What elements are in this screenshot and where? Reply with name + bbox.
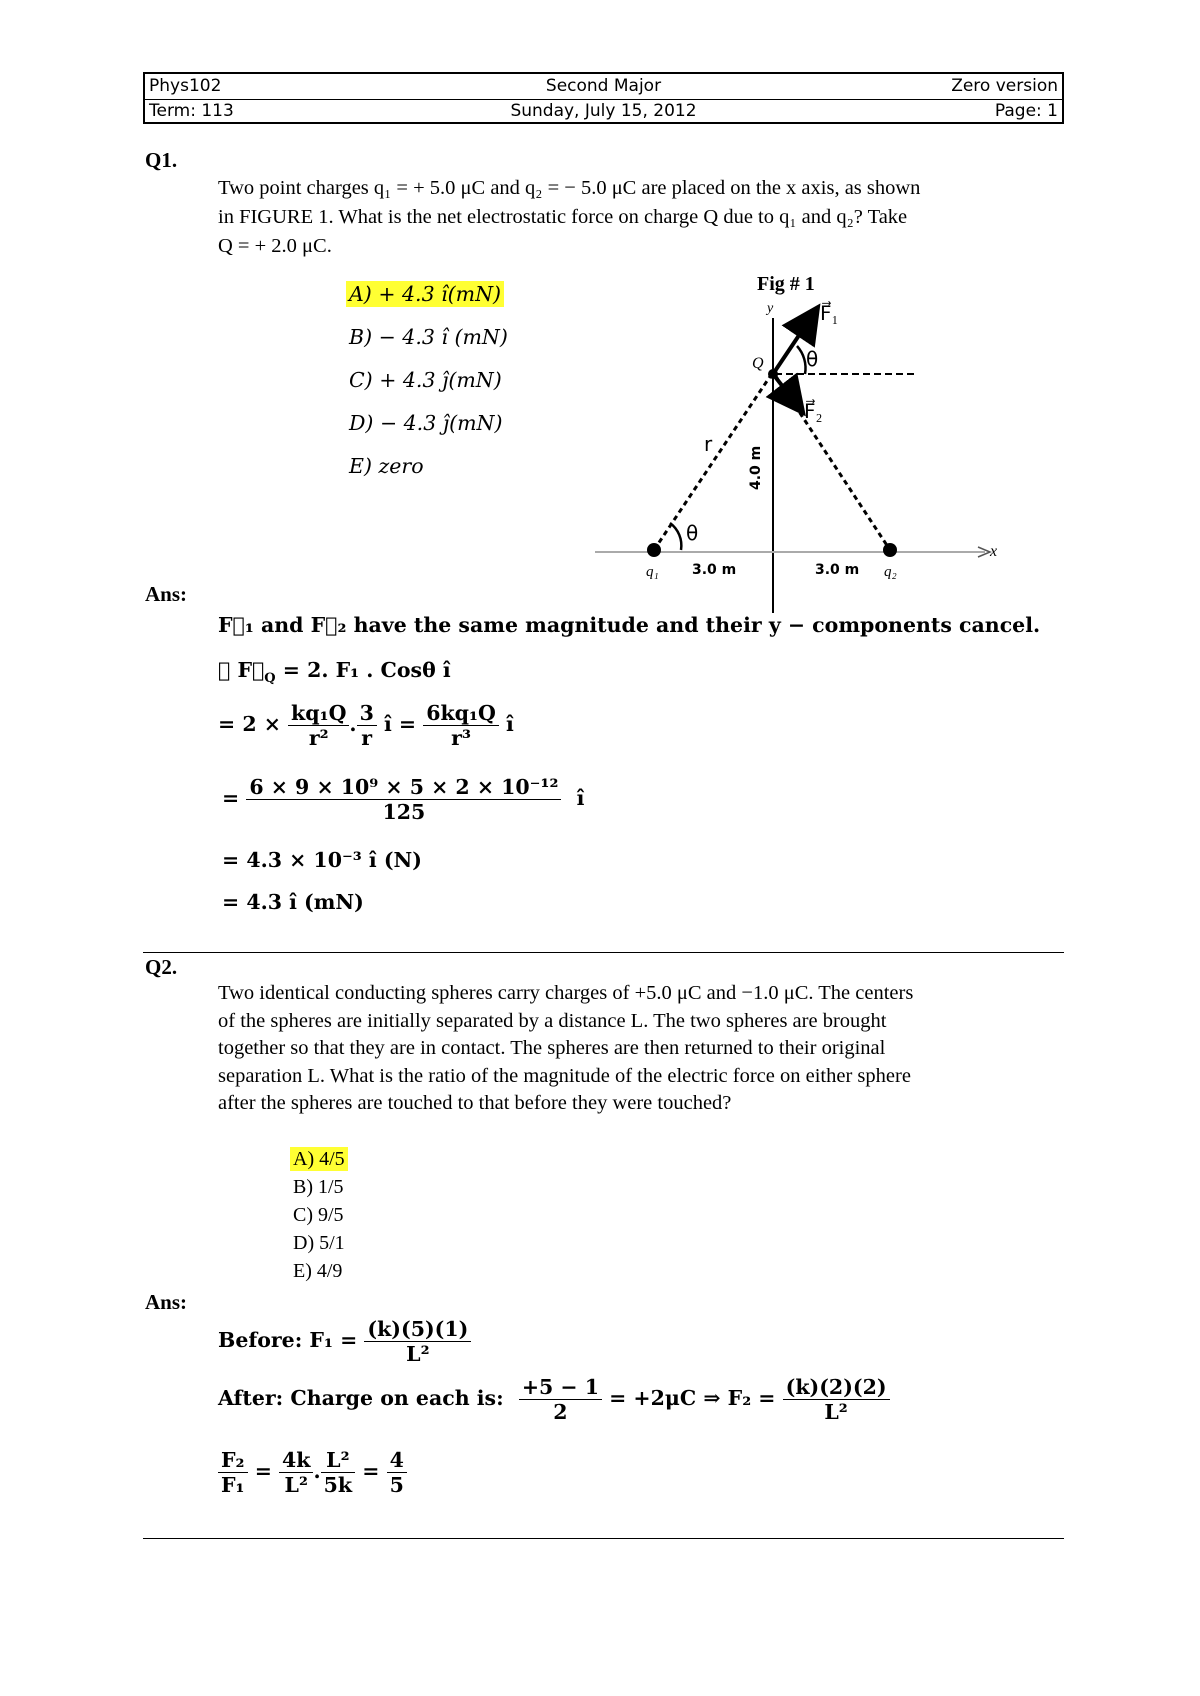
q1-stem-line-3: Q = + 2.0 μC. xyxy=(218,235,332,257)
header-row-2 xyxy=(145,99,1062,124)
figure-1 xyxy=(590,265,1010,615)
theta-arc-bottom xyxy=(670,523,681,550)
q1-line3-den-1: r² xyxy=(288,725,349,750)
q1-option-d: D) − 4.3 ĵ(mN) xyxy=(349,411,503,435)
q1-option-a-text: A) + 4.3 î(mN) xyxy=(346,281,504,307)
q1-stem-line-1: Two point charges q₁ = + 5.0 μC and q₂ = − 5.0 μC are placed on the x axis, as shown xyxy=(218,177,921,199)
q1-answer-line-4 xyxy=(222,775,584,824)
q1-line4-num: 6 × 9 × 10⁹ × 5 × 2 × 10⁻¹² xyxy=(249,775,559,799)
charge-q1-dot xyxy=(647,543,661,557)
q2-stem-line-2: of the spheres are initially separated by a distance L. The two spheres are brought xyxy=(218,1009,887,1032)
q2-after-frac-1 xyxy=(519,1375,602,1424)
y-axis-label: y xyxy=(767,301,774,316)
separator-bottom xyxy=(143,1538,1064,1539)
q2-ratio-frac-1 xyxy=(218,1448,248,1497)
x-axis-label: x xyxy=(990,543,998,560)
q1-line3-den-3: r³ xyxy=(423,725,499,750)
label-q1: q₁ xyxy=(646,564,659,580)
charge-q2-dot xyxy=(883,543,897,557)
q1-line4-frac xyxy=(246,775,561,824)
q2-before-num: (k)(5)(1) xyxy=(367,1317,469,1341)
q2-label: Q2. xyxy=(145,955,178,979)
q2-ratio-eq-2: = xyxy=(362,1459,380,1483)
q2-after-frac-2 xyxy=(783,1375,890,1424)
q1-answer-line-1: F⃗₁ and F⃗₂ have the same magnitude and their y − components cancel. xyxy=(218,613,1041,637)
q2-ratio-num-4: 4 xyxy=(389,1448,404,1472)
q2-ratio-num-2: 4k xyxy=(282,1448,311,1472)
q2-before-line xyxy=(218,1317,471,1366)
q1-answer-line-2-post: = 2. F₁ . Cosθ î xyxy=(275,658,451,682)
course-code: Phys102 xyxy=(149,76,222,96)
label-q2: q₂ xyxy=(884,564,897,580)
q2-option-d: D) 5/1 xyxy=(293,1232,345,1254)
q1-line3-frac-3 xyxy=(423,701,499,750)
q2-after-label: After: Charge on each is: xyxy=(218,1386,504,1410)
q1-line3-num-3: 6kq₁Q xyxy=(426,701,496,725)
page-number: Page: 1 xyxy=(994,101,1058,121)
q1-line4-end: î xyxy=(576,786,585,810)
q2-stem-line-3: together so that they are in contact. The spheres are then returned to their original xyxy=(218,1037,886,1059)
q1-stem-line-2: in FIGURE 1. What is the net electrostatic force on charge Q due to q₁ and q₂? Take xyxy=(218,206,908,228)
q2-answer-label: Ans: xyxy=(145,1290,188,1314)
q2-stem xyxy=(218,980,1064,1118)
label-theta-top: θ xyxy=(806,347,819,371)
separator-q1-q2 xyxy=(143,952,1064,953)
q2-after-den-1: 2 xyxy=(519,1399,602,1424)
q2-after-den-2: L² xyxy=(783,1399,890,1424)
header-row-1 xyxy=(145,74,1062,100)
figure-title: Fig # 1 xyxy=(757,273,815,295)
q2-before-den: L² xyxy=(364,1341,471,1366)
q2-before-frac xyxy=(364,1317,471,1366)
q2-ratio-den-3: 5k xyxy=(321,1472,355,1497)
q2-ratio-den-4: 5 xyxy=(387,1472,407,1497)
q2-stem-line-5: after the spheres are touched to that before they were touched? xyxy=(218,1092,732,1114)
q1-line3-end: î xyxy=(506,712,514,736)
q2-before-label: Before: F₁ = xyxy=(218,1328,358,1352)
q2-after-num-2: (k)(2)(2) xyxy=(785,1375,887,1399)
q1-line3-dot: . xyxy=(349,712,357,736)
label-F1: F⃗₁ xyxy=(820,303,839,325)
exam-header xyxy=(143,72,1064,124)
label-right-distance: 3.0 m xyxy=(815,562,860,578)
q2-ratio-num-3: L² xyxy=(326,1448,350,1472)
label-left-distance: 3.0 m xyxy=(692,562,737,578)
q2-ratio-frac-4 xyxy=(387,1448,407,1497)
q1-option-e: E) zero xyxy=(349,454,424,478)
label-r: r xyxy=(704,432,713,456)
q2-after-num-1: +5 − 1 xyxy=(521,1375,599,1399)
theta-arc-top xyxy=(797,346,806,374)
q1-answer-line-6: = 4.3 î (mN) xyxy=(222,890,364,914)
q1-answer-label: Ans: xyxy=(145,582,188,606)
q2-option-a-text: A) 4/5 xyxy=(290,1147,348,1171)
q2-stem-line-4: separation L. What is the ratio of the magnitude of the electric force on either sphere xyxy=(218,1064,911,1087)
q2-option-c: C) 9/5 xyxy=(293,1204,344,1226)
q1-line3-eq: = 2 × xyxy=(218,712,281,736)
exam-term: Term: 113 xyxy=(149,101,234,121)
q2-ratio-frac-3 xyxy=(321,1448,355,1497)
q1-answer-line-2-sub: Q xyxy=(264,671,276,687)
q1-answer-line-2 xyxy=(218,658,451,686)
label-theta-bottom: θ xyxy=(686,521,699,545)
q1-option-c: C) + 4.3 ĵ(mN) xyxy=(349,368,502,392)
q1-line3-num-1: kq₁Q xyxy=(291,701,347,725)
q1-line3-den-2: r xyxy=(357,725,377,750)
q1-line4-den: 125 xyxy=(246,799,561,824)
label-F2: F⃗₂ xyxy=(804,401,823,423)
force-f2-arrow xyxy=(773,374,801,410)
q1-line3-mid: î = xyxy=(383,712,417,736)
q2-ratio-dot: . xyxy=(313,1459,321,1483)
q2-option-a xyxy=(290,1148,348,1171)
q2-option-e: E) 4/9 xyxy=(293,1260,343,1282)
q2-ratio-den-1: F₁ xyxy=(218,1472,248,1497)
label-height: 4.0 m xyxy=(748,445,764,490)
q2-ratio-frac-2 xyxy=(279,1448,313,1497)
q2-after-mid: = +2μC ⇒ F₂ = xyxy=(609,1386,776,1410)
q2-option-b: B) 1/5 xyxy=(293,1176,344,1198)
q1-answer-line-5: = 4.3 × 10⁻³ î (N) xyxy=(222,848,422,872)
q1-option-a xyxy=(346,282,504,306)
q1-answer-line-2-pre: ∴ F⃗ xyxy=(218,658,265,682)
q1-line4-eq: = xyxy=(222,786,240,810)
q1-label: Q1. xyxy=(145,148,178,172)
exam-version: Zero version xyxy=(951,76,1058,96)
exam-date: Sunday, July 15, 2012 xyxy=(510,101,697,121)
charge-Q-dot xyxy=(768,369,778,379)
q2-stem-line-1: Two identical conducting spheres carry charges of +5.0 μC and −1.0 μC. The centers xyxy=(218,982,914,1004)
q2-ratio-eq-1: = xyxy=(254,1459,272,1483)
q2-ratio-den-2: L² xyxy=(279,1472,313,1497)
q1-line3-num-2: 3 xyxy=(359,701,374,725)
q2-after-line xyxy=(218,1375,890,1424)
label-Q: Q xyxy=(752,355,764,372)
q1-option-b: B) − 4.3 î (mN) xyxy=(349,325,508,349)
q2-ratio-line xyxy=(218,1448,407,1497)
q1-stem xyxy=(218,174,1064,261)
q1-line3-frac-1 xyxy=(288,701,349,750)
q1-line3-frac-2 xyxy=(357,701,377,750)
q2-ratio-num-1: F₂ xyxy=(221,1448,245,1472)
exam-name: Second Major xyxy=(545,76,662,96)
q1-answer-line-3 xyxy=(218,701,514,750)
